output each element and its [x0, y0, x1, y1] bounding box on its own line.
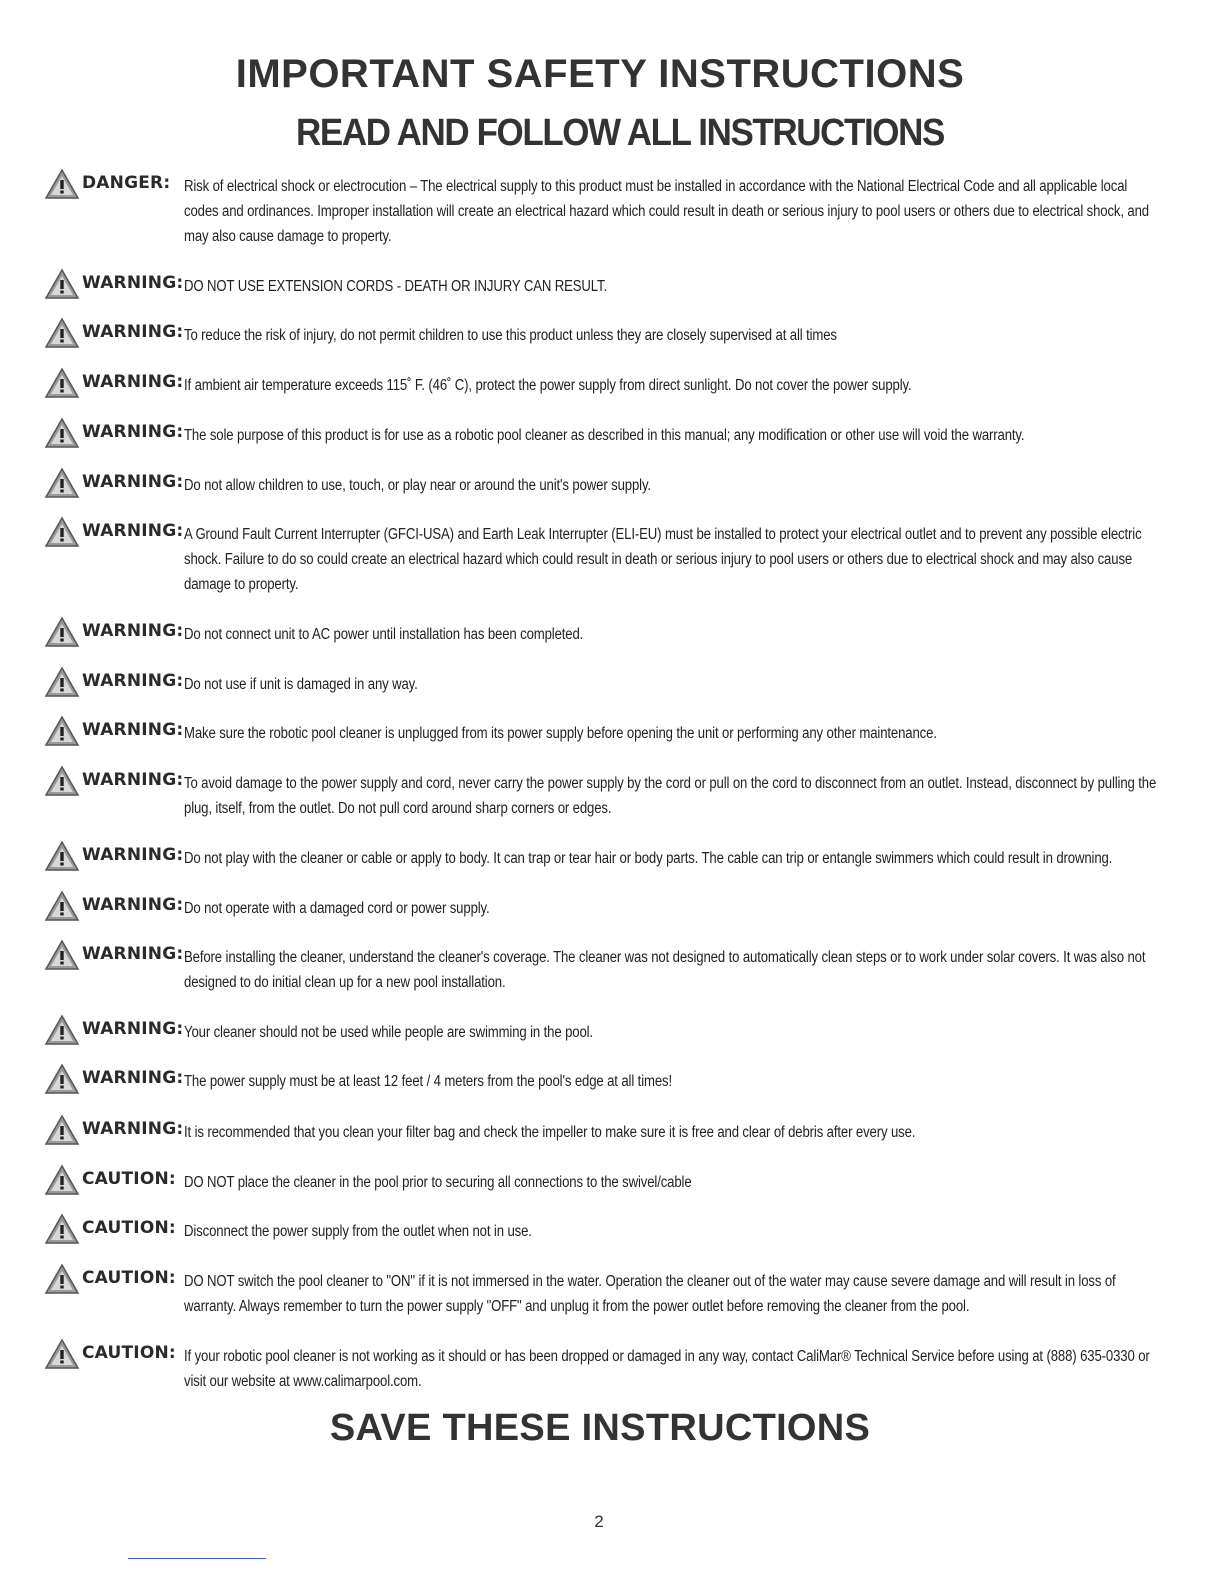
item-text: A Ground Fault Current Interrupter (GFCI-USA) and Earth Leak Interrupter (ELI-EU) must be installed to protect your electrical outlet and to prevent any possible electric shock. Failure to do so could create an electrical hazard which could result in death or serious injury to pool users or others due to electrical shock and may also cause damage to property. [184, 526, 1142, 593]
warning-label: WARNING: [82, 322, 184, 342]
warning-label: WARNING: [82, 1119, 184, 1139]
warning-triangle-icon [44, 1263, 80, 1295]
warning-label: WARNING: [82, 521, 184, 541]
warning-triangle-icon [44, 939, 80, 971]
item-text: Do not operate with a damaged cord or power supply. [184, 900, 490, 917]
item-text: Do not allow children to use, touch, or play near or around the unit's power supply. [184, 477, 651, 494]
warning-label: WARNING: [82, 671, 184, 691]
item-text: DO NOT switch the pool cleaner to "ON" if it is not immersed in the water. Operation the cleaner out of the water may cause severe damage and will result in loss of warranty. Always remember to turn the power supply "OFF" and unplug it from the power outlet before removing the cleaner from the pool. [184, 1273, 1116, 1315]
warning-triangle-icon [44, 467, 80, 499]
item-text: To reduce the risk of injury, do not permit children to use this product unless they are closely supervised at all times [184, 327, 837, 344]
warning-label: WARNING: [82, 273, 184, 293]
caution-label: CAUTION: [82, 1169, 176, 1189]
warning-label: WARNING: [82, 621, 184, 641]
warning-triangle-icon [44, 1114, 80, 1146]
item-text: Do not connect unit to AC power until installation has been completed. [184, 626, 584, 643]
warning-triangle-icon [44, 1213, 80, 1245]
page-subtitle: READ AND FOLLOW ALL INSTRUCTIONS [296, 112, 944, 154]
item-text: Make sure the robotic pool cleaner is unplugged from its power supply before opening the unit or performing any other maintenance. [184, 725, 937, 742]
warning-triangle-icon [44, 1063, 80, 1095]
item-text: Do not play with the cleaner or cable or apply to body. It can trap or tear hair or body parts. The cable can trip or entangle swimmers which could result in drowning. [184, 850, 1113, 867]
item-text: Risk of electrical shock or electrocution – The electrical supply to this product must be installed in accordance with the National Electrical Code and all applicable local codes and ordinances. Improper installation will create an electrical hazard which could result in death or serious injury to pool users or others due to electrical shock, and may also cause damage to property. [184, 178, 1150, 245]
item-text: Disconnect the power supply from the outlet when not in use. [184, 1223, 532, 1240]
caution-label: CAUTION: [82, 1343, 176, 1363]
warning-label: WARNING: [82, 1068, 184, 1088]
item-text: The power supply must be at least 12 feet / 4 meters from the pool's edge at all times! [184, 1073, 673, 1090]
item-text: If your robotic pool cleaner is not working as it should or has been dropped or damaged in any way, contact CaliMar® Technical Service before using at (888) 635-0330 or visit our website at www.calimarpool.com. [184, 1348, 1150, 1390]
item-text: Do not use if unit is damaged in any way. [184, 676, 418, 693]
page-number: 2 [594, 1512, 604, 1531]
warning-label: WARNING: [82, 720, 184, 740]
warning-triangle-icon [44, 765, 80, 797]
item-text: Your cleaner should not be used while people are swimming in the pool. [184, 1024, 593, 1041]
save-instructions-heading: SAVE THESE INSTRUCTIONS [329, 1407, 871, 1449]
item-text: DO NOT place the cleaner in the pool prior to securing all connections to the swivel/cable [184, 1174, 692, 1191]
warning-label: WARNING: [82, 422, 184, 442]
warning-triangle-icon [44, 516, 80, 548]
warning-triangle-icon [44, 1164, 80, 1196]
warning-triangle-icon [44, 666, 80, 698]
warning-triangle-icon [44, 616, 80, 648]
warning-label: WARNING: [82, 1019, 184, 1039]
danger-label: DANGER: [82, 173, 171, 193]
warning-label: WARNING: [82, 372, 184, 392]
warning-label: WARNING: [82, 472, 184, 492]
item-text: If ambient air temperature exceeds 115˚ F. (46˚ C), protect the power supply from direct sunlight. Do not cover the power supply. [184, 377, 912, 394]
warning-triangle-icon [44, 715, 80, 747]
warning-triangle-icon [44, 840, 80, 872]
warning-triangle-icon [44, 890, 80, 922]
caution-label: CAUTION: [82, 1218, 176, 1238]
warning-label: WARNING: [82, 845, 184, 865]
caution-label: CAUTION: [82, 1268, 176, 1288]
item-text: DO NOT USE EXTENSION CORDS - DEATH OR INJURY CAN RESULT. [184, 278, 607, 295]
item-text: The sole purpose of this product is for use as a robotic pool cleaner as described in this manual; any modification or other use will void the warranty. [184, 427, 1025, 444]
warning-triangle-icon [44, 417, 80, 449]
warning-triangle-icon [44, 268, 80, 300]
item-text: To avoid damage to the power supply and cord, never carry the power supply by the cord or pull on the cord to disconnect from an outlet. Instead, disconnect by pulling the plug, itself, from the outlet. Do not pull cord around sharp corners or edges. [184, 775, 1157, 817]
warning-triangle-icon [44, 168, 80, 200]
warning-triangle-icon [44, 1014, 80, 1046]
item-text: Before installing the cleaner, understand the cleaner's coverage. The cleaner was not designed to automatically clean steps or to work under solar covers. It was also not designed to do initial clean up for a new pool installation. [184, 949, 1146, 991]
item-text: It is recommended that you clean your filter bag and check the impeller to make sure it is free and clear of debris after every use. [184, 1124, 916, 1141]
warning-label: WARNING: [82, 895, 184, 915]
warning-label: WARNING: [82, 944, 184, 964]
warning-triangle-icon [44, 367, 80, 399]
warning-triangle-icon [44, 1338, 80, 1370]
warning-label: WARNING: [82, 770, 184, 790]
warning-triangle-icon [44, 317, 80, 349]
footnote-rule [128, 1558, 266, 1559]
page-title: IMPORTANT SAFETY INSTRUCTIONS [235, 52, 965, 96]
